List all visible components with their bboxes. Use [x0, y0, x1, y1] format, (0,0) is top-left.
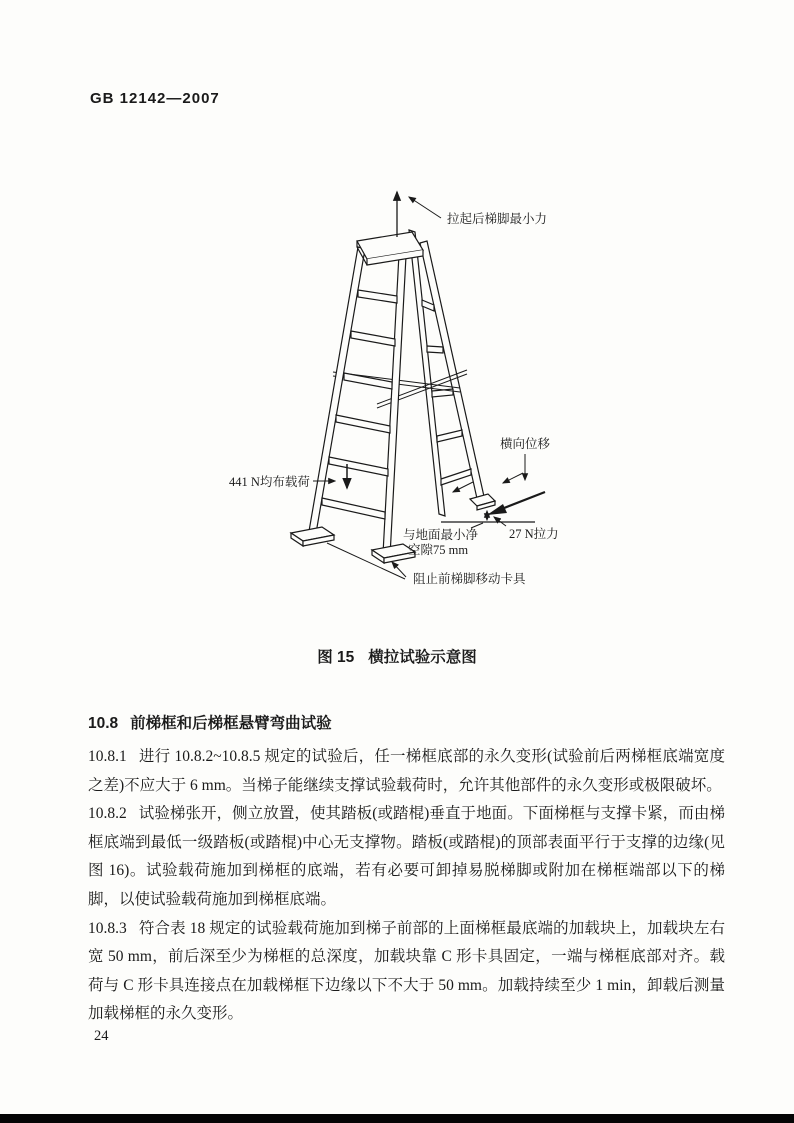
section-heading — [88, 712, 725, 736]
label-distributed-load: 441 N均布载荷 — [229, 475, 310, 489]
figure-caption — [0, 645, 794, 667]
body-text — [88, 712, 725, 1029]
paragraph-10-8-3 — [88, 915, 725, 1029]
paragraph-text: 进行 10.8.2~10.8.5 规定的试验后，任一梯框底部的永久变形(试验前后两梯框底端宽度之差)不应大于 6 mm。当梯子能继续支撑试验载荷时，允许其他部件的永久变形或极限破坏。 — [88, 748, 725, 794]
lift-force-leader — [409, 197, 441, 218]
figure-15 — [225, 170, 655, 605]
figure-caption-title: 横拉试验示意图 — [368, 649, 477, 666]
displacement-tick-1 — [453, 482, 473, 492]
paragraph-number: 10.8.3 — [88, 919, 127, 937]
pull-arrow-shaft — [499, 492, 545, 510]
foot-stop-leader — [392, 562, 406, 577]
ladder-test-diagram — [225, 170, 655, 605]
label-pull-force: 27 N拉力 — [509, 527, 559, 541]
label-lateral-displacement: 横向位移 — [500, 437, 551, 451]
label-ground-clearance-2: 空隙75 mm — [408, 543, 469, 557]
section-number: 10.8 — [88, 715, 119, 732]
scan-edge-artifact — [0, 1114, 794, 1123]
displacement-tick-2 — [503, 473, 523, 483]
section-title: 前梯框和后梯框悬臂弯曲试验 — [130, 715, 332, 732]
label-foot-stop: 阻止前梯脚移动卡具 — [413, 572, 526, 586]
rear-foot-lifted — [470, 494, 495, 510]
paragraph-text: 试验梯张开，侧立放置，使其踏板(或踏棍)垂直于地面。下面梯框与支撑卡紧，而由梯框底端到最低一级踏板(或踏棍)中心无支撑物。踏板(或踏棍)的顶部表面平行于支撑的边缘(见图 16)。试验载荷施加到梯框的底端，若有必要可卸掉易脱梯脚或附加在梯框端部以下的梯脚，以使试验载荷施加到梯框底端。 — [88, 805, 725, 908]
label-lift-force: 拉起后梯脚最小力 — [447, 212, 548, 226]
paragraph-text: 符合表 18 规定的试验载荷施加到梯子前部的上面梯框最底端的加载块上，加载块左右宽 50 mm，前后深至少为梯框的总深度，加载块靠 C 形卡具固定，一端与梯框底部对齐。载荷与 C 形卡具连接点在加载梯框下边缘以下不大于 50 mm。加载持续至少 1 min，卸载后测量加载梯框的永久变形。 — [88, 919, 725, 1023]
paragraph-number: 10.8.2 — [88, 805, 127, 823]
paragraph-10-8-2 — [88, 800, 725, 914]
figure-caption-label: 图 15 — [317, 649, 355, 666]
page-number: 24 — [94, 1028, 109, 1044]
front-left-rail — [308, 247, 365, 539]
ladder-structure — [291, 230, 495, 563]
standard-number: GB 12142—2007 — [90, 90, 220, 107]
label-ground-clearance-1: 与地面最小净 — [403, 528, 479, 542]
paragraph-10-8-1 — [88, 743, 725, 800]
paragraph-number: 10.8.1 — [88, 748, 127, 765]
